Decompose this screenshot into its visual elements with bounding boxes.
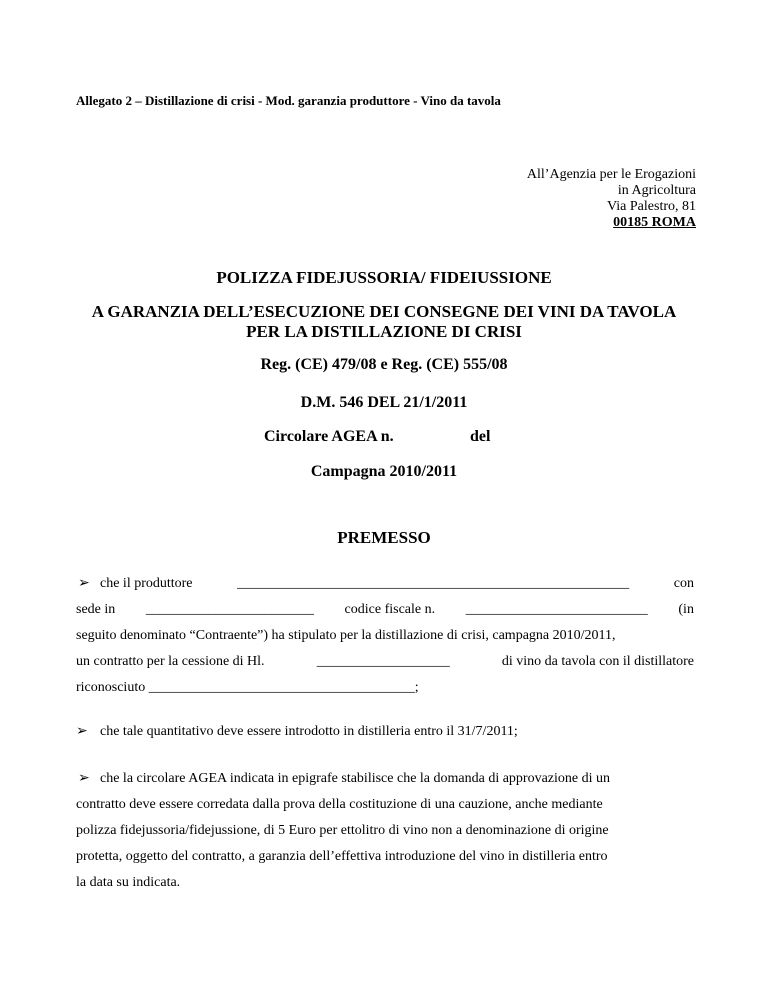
text: polizza fidejussoria/fidejussione, di 5 Euro per ettolitro di vino non a denominazione di origine [76,823,609,838]
distiller-blank: riconosciuto ______________________________________; [76,680,419,695]
text: di vino da tavola con il distillatore [501,654,694,669]
document-subtitle [0,302,768,342]
document-title: POLIZZA FIDEJUSSORIA/ FIDEIUSSIONE [216,268,552,287]
seat-blank: ________________________ [145,602,314,617]
bullet-arrow-icon: ➢ [78,576,90,591]
document-header: Allegato 2 – Distillazione di crisi - Mod. garanzia produttore - Vino da tavola [76,93,501,108]
address-line: in Agricoltura [617,183,696,198]
text: codice fiscale n. [344,602,436,617]
regulation-reference: Reg. (CE) 479/08 e Reg. (CE) 555/08 [260,356,508,373]
hectoliters-blank: ___________________ [316,654,450,669]
address-postcode-city: 00185 ROMA [613,215,696,230]
text: con [673,576,694,591]
text: che la circolare AGEA indicata in epigrafe stabilisce che la domanda di approvazione di un [100,771,611,786]
bullet-arrow-icon: ➢ [76,724,88,739]
premise-paragraph-1 [76,571,694,701]
text: un contratto per la cessione di Hl. [76,654,265,669]
text: la data su indicata. [76,875,181,890]
subtitle-line: A GARANZIA DELL’ESECUZIONE DEI CONSEGNE DEI VINI DA TAVOLA [91,302,677,321]
section-heading-premesso: PREMESSO [337,528,431,547]
text: sede in [76,602,116,617]
text: seguito denominato “Contraente”) ha stipulato per la distillazione di crisi, campagna 2010/2011, [76,628,616,643]
subtitle-line: PER LA DISTILLAZIONE DI CRISI [246,322,522,341]
circular-date-label: del [470,428,491,445]
text: che il produttore [100,576,193,591]
recipient-address [527,167,696,231]
premise-paragraph-3 [76,766,694,896]
bullet-arrow-icon: ➢ [78,771,90,786]
premise-paragraph-2 [76,719,694,745]
campaign-reference: Campagna 2010/2011 [310,463,458,480]
circular-reference: Circolare AGEA n. [264,428,394,445]
text: (in [678,602,694,617]
address-line: All’Agenzia per le Erogazioni [526,167,696,182]
producer-name-blank: ________________________________________________________ [237,576,630,591]
text: protetta, oggetto del contratto, a garanzia dell’effettiva introduzione del vino in distilleria entro [76,849,608,864]
text: che tale quantitativo deve essere introdotto in distilleria entro il 31/7/2011; [100,724,518,739]
decree-reference: D.M. 546 DEL 21/1/2011 [300,394,468,411]
tax-code-blank: __________________________ [465,602,648,617]
text: contratto deve essere corredata dalla prova della costituzione di una cauzione, anche mediante [76,797,603,812]
address-line: Via Palestro, 81 [607,199,696,214]
